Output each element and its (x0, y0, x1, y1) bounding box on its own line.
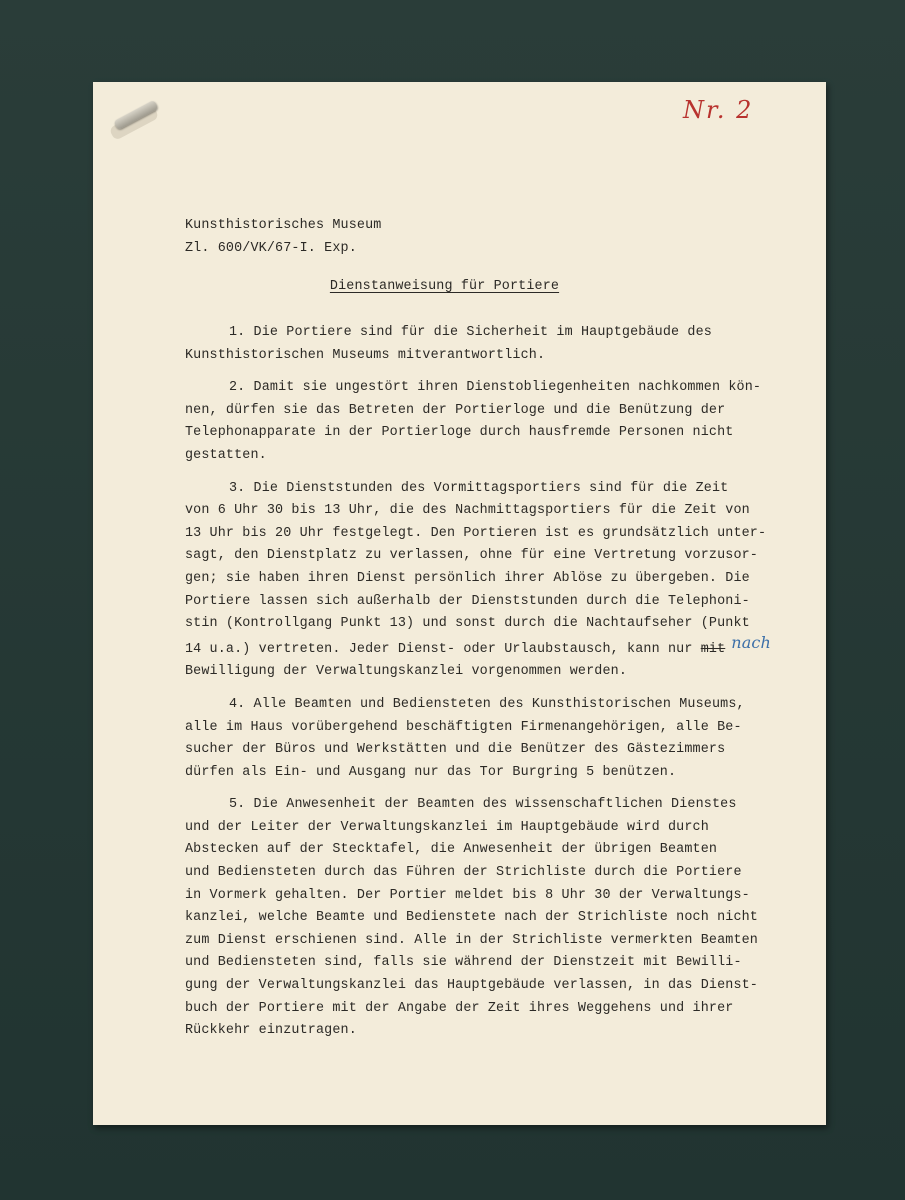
text-line: buch der Portiere mit der Angabe der Zeit ihres Weggehens und ihrer (185, 1000, 734, 1016)
text-line: gung der Verwaltungskanzlei das Hauptgebäude verlassen, in das Dienst- (185, 978, 758, 994)
text-line: dürfen als Ein- und Ausgang nur das Tor Burgring 5 benützen. (185, 764, 677, 780)
text-line: Bewilligung der Verwaltungskanzlei vorgenommen werden. (185, 664, 628, 680)
text-line: zum Dienst erschienen sind. Alle in der Strichliste vermerkten Beamten (185, 932, 758, 948)
text-line: und Bediensteten durch das Führen der Strichliste durch die Portiere (185, 865, 742, 881)
text-line: Portiere lassen sich außerhalb der Dienststunden durch die Telephoni- (185, 593, 750, 609)
paragraph-2 (185, 377, 765, 467)
document-title-text: Dienstanweisung für Portiere (329, 279, 560, 294)
corrected-text-line (185, 632, 771, 662)
text-line: 3. Die Dienststunden des Vormittagsportiers sind für die Zeit (229, 480, 729, 496)
paragraph-1 (185, 322, 765, 367)
text-line: und der Leiter der Verwaltungskanzlei im Hauptgebäude wird durch (185, 819, 709, 835)
text-line: kanzlei, welche Beamte und Bedienstete nach der Strichliste noch nicht (185, 910, 758, 926)
document-title (93, 279, 826, 294)
text-line: von 6 Uhr 30 bis 13 Uhr, die des Nachmittagsportiers für die Zeit von (185, 503, 750, 519)
reference-number: Zl. 600/VK/67-I. Exp. (185, 241, 357, 256)
letterhead (185, 214, 381, 260)
text-line: alle im Haus vorübergehend beschäftigten Firmenangehörigen, alle Be- (185, 719, 742, 735)
text-line: 5. Die Anwesenheit der Beamten des wissenschaftlichen Dienstes (229, 797, 737, 813)
document-page (93, 82, 826, 1125)
text-line: gen; sie haben ihren Dienst persönlich ihrer Ablöse zu übergeben. Die (185, 570, 750, 586)
text-line: 4. Alle Beamten und Bediensteten des Kunsthistorischen Museums, (229, 696, 745, 712)
handwritten-correction: nach (731, 632, 771, 652)
handwritten-page-number: Nr. 2 (683, 96, 754, 124)
text-line: Rückkehr einzutragen. (185, 1023, 357, 1039)
text-line: in Vormerk gehalten. Der Portier meldet bis 8 Uhr 30 der Verwaltungs- (185, 887, 750, 903)
paragraph-4 (185, 694, 765, 784)
text-line: 2. Damit sie ungestört ihren Dienstobliegenheiten nachkommen kön- (229, 380, 762, 396)
text-line: stin (Kontrollgang Punkt 13) und sonst durch die Nachtaufseher (Punkt (185, 616, 750, 632)
text-line: Telephonapparate in der Portierloge durch hausfremde Personen nicht (185, 425, 734, 441)
text-line: 13 Uhr bis 20 Uhr festgelegt. Den Portieren ist es grundsätzlich unter- (185, 525, 767, 541)
text-line: sucher der Büros und Werkstätten und die Benützer des Gästezimmers (185, 742, 726, 758)
text-line: gestatten. (185, 447, 267, 463)
struck-word: mit (700, 641, 726, 657)
text-line: sagt, den Dienstplatz zu verlassen, ohne für eine Vertretung vorzusor- (185, 548, 758, 564)
text-line: 1. Die Portiere sind für die Sicherheit im Hauptgebäude des (229, 325, 712, 340)
paragraph-3 (185, 478, 771, 684)
text-line: nen, dürfen sie das Betreten der Portierloge und die Benützung der (185, 402, 726, 418)
text-fragment: 14 u.a.) vertreten. Jeder Dienst- oder Urlaubstausch, kann nur (185, 641, 701, 657)
text-line: und Bediensteten sind, falls sie während der Dienstzeit mit Bewilli- (185, 955, 742, 971)
institution-name: Kunsthistorisches Museum (185, 218, 382, 233)
document-body (185, 322, 771, 1053)
text-line: Abstecken auf der Stecktafel, die Anwesenheit der übrigen Beamten (185, 842, 718, 858)
text-line: Kunsthistorischen Museums mitverantwortlich. (185, 347, 546, 363)
paragraph-5 (185, 794, 765, 1043)
